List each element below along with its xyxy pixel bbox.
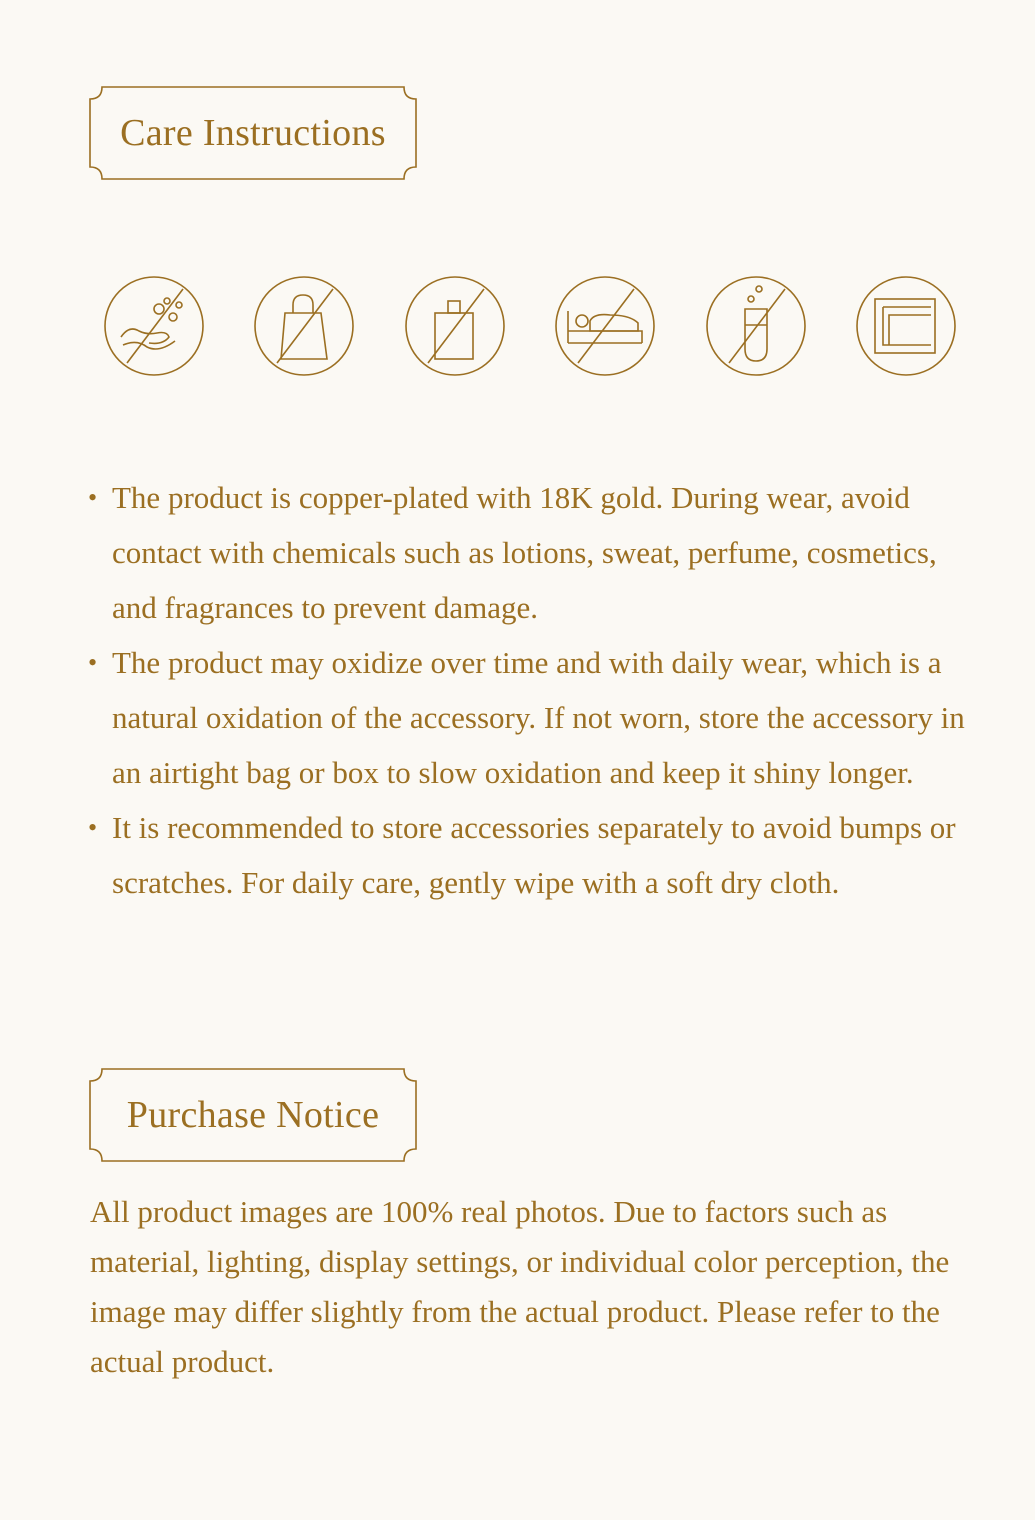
purchase-notice-heading [88,1067,418,1163]
bullet: • [88,648,98,677]
care-instructions-list [88,470,968,910]
care-instructions-heading [88,85,418,181]
purchase-notice-title: Purchase Notice [126,1094,380,1136]
purchase-notice-text: All product images are 100% real photos. Due to factors such as material, lighting, display settings, or individual color perception, the image may differ slightly from the actual product. Please refer to the actual product. [90,1194,950,1379]
bullet: • [88,813,98,842]
no-chemicals-icon [705,275,807,377]
care-instructions-title: Care Instructions [120,112,386,154]
bullet: • [88,483,98,512]
list-item [88,635,968,800]
soft-cloth-icon [855,275,957,377]
list-item [88,470,968,635]
care-item-text: The product may oxidize over time and with daily wear, which is a natural oxidation of the accessory. If not worn, store the accessory in an airtight bag or box to slow oxidation and keep it shiny longer. [112,645,965,790]
care-item-text: It is recommended to store accessories separately to avoid bumps or scratches. For daily care, gently wipe with a soft dry cloth. [112,810,956,900]
list-item [88,800,968,910]
no-bag-icon [253,275,355,377]
care-icons-row [103,275,963,379]
no-lotion-icon [103,275,205,377]
no-perfume-icon [404,275,506,377]
no-sleeping-icon [554,275,656,377]
care-item-text: The product is copper-plated with 18K gold. During wear, avoid contact with chemicals such as lotions, sweat, perfume, cosmetics, and fragrances to prevent damage. [112,480,937,625]
